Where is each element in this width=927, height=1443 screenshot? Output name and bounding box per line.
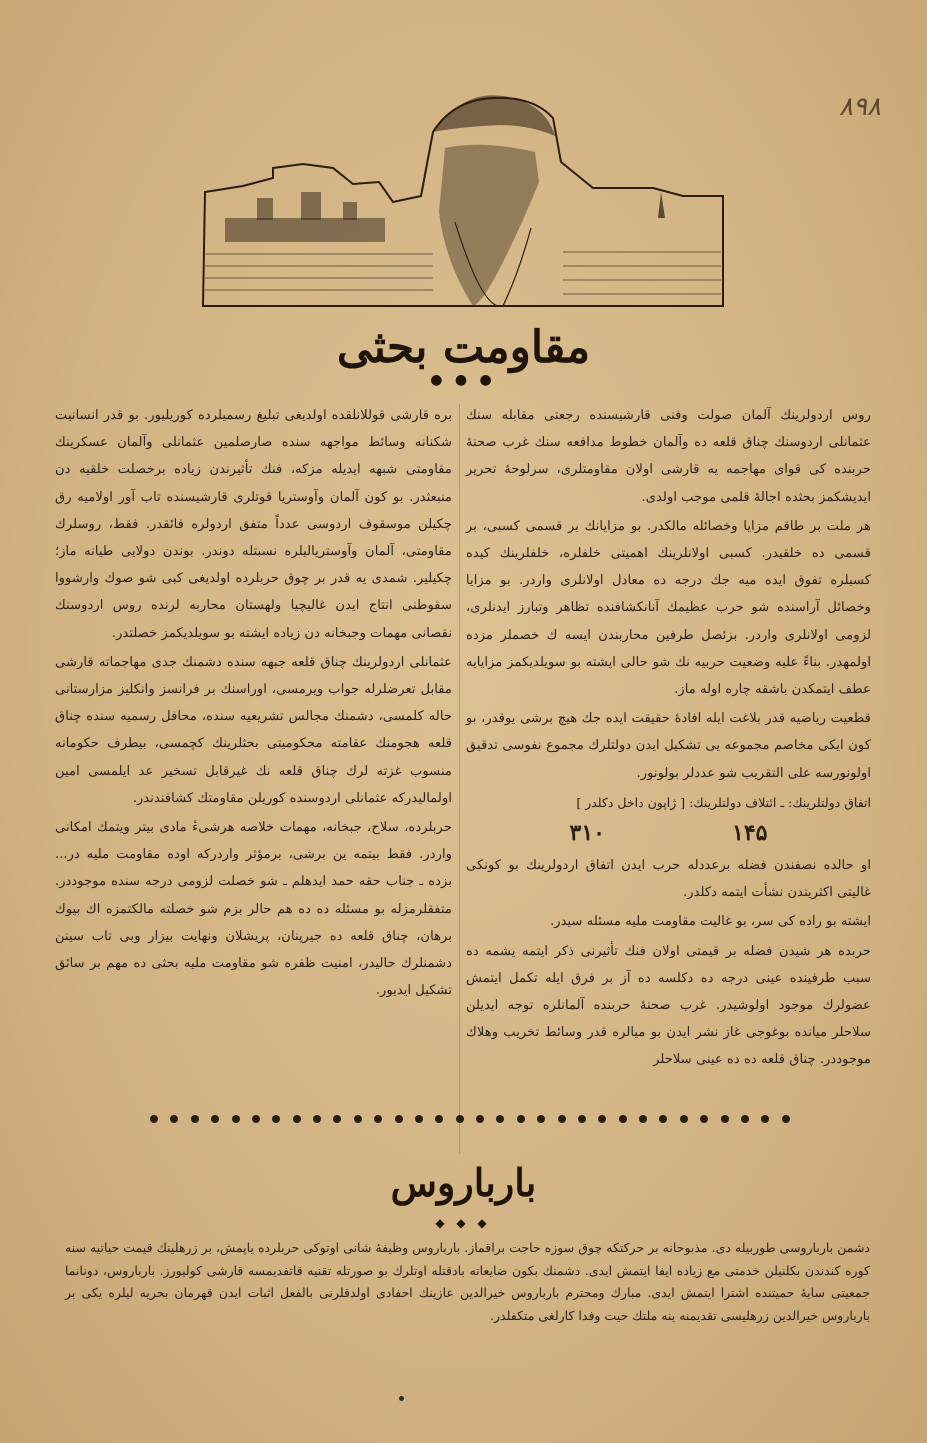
dotted-separator	[150, 1112, 790, 1126]
stat-value-entente: ۱۴۵	[732, 820, 768, 847]
paragraph: هر ملت بر طاقم مزایا وخصائله مالكدر. بو مزایانك بر قسمی كسبی، بر قسمی ده خلقیدر. كسبی اولانلرینك اهمیتی خلفلره، خلفلرینك كیده كسبلره تفوق ایده میه جك درجه ده معادل اولانلری واردر. بو مزایا وخصائل آراسنده شو حرب عظیمك آنانكشافنده تظاهر وتبارز ایدنلری، لزومی اولانلری واردر. بزئصل طرفین محاربندن ایسه ك خصملر مزده اولمهدر. بناءً علیه وضعیت حربیه نك شو حالی ایشته بو سویلدیكمز مزایایه عطف ایتمكدن باشقه چاره اوله ماز.	[466, 518, 871, 698]
page-mark	[399, 1396, 404, 1401]
page-number: ٨٩٨	[839, 92, 881, 122]
paragraph: حربده هر شیدن فضله بر قیمتی اولان فنك تأثیرنی ذكر ایتمه یشمه ده سبب طرفینده عینی درجه ده دكلسه ده آز بر فرق ایله تكمل ایتمش عضولرك موجود اولوشیدر. غرب صحنهٔ حربنده آلمانلره توجه ایدیلن سلاحلر میانده بوغوجی غاز نشر ایدن بو میالره قدر وسائط تخریب وهلاك موجوددر. چناق قلعه ده ده عینی سلاحلر	[466, 943, 871, 1068]
column-divider	[459, 404, 460, 1154]
paragraph: ایشته بو راده كی سر، بو غالیت مقاومت ملیه مسئله سیدر.	[550, 914, 871, 930]
paragraph: او حالده نصفندن فضله برعددله حرب ایدن اتفاق اردولرینك بو كونكی غالیتی اكثریتدن نشأت ایتمه دكلدر.	[466, 858, 871, 901]
second-article-title: بارباروس	[390, 1160, 537, 1205]
right-column	[466, 402, 871, 1076]
paragraph: بره قارشی قوللانلقده اولدیغی تبلیغ رسمیلرده كوریلیور. بو قدر انسانیت شكنانه وسائط مواجهه سنده صارصلمین عثمانلی وآلمان عسكرینك مقاومتی شبهه ایدیله مزكه، فنك تأثیرندن زیاده برخصلت خلقیه دن منبعثدر. بو كون آلمان وآوستریا قوتلری قارشیسنده تاب آور اولامیه رق چكیلن موسقوف اردوسی عدداً متفق اردولره فائقدر. فقط، روسلرك مقاومتی، آلمان وآوستریالیلره نسبتله دوندر. بوندن دولایی طیانه ماز؛ چكیلیر. شمدی یه قدر بر چوق حربلرده اولدیغی كبی شو صوك وارشووا سقوطنی انتاج ایدن غالیچیا ولهستان محاربه لرنده روس اردوسنك نقصانی مهمات وجبخانه دن زیاده ایشته بو سویلدیكمز خصلتدر.	[55, 408, 452, 641]
sailboat-icon	[658, 192, 665, 218]
header-illustration	[183, 92, 743, 314]
paragraph: قطعیت ریاضیه قدر بلاغت ایله افادهٔ حقیقت ایده جك هیچ برشی یوقدر، بو كون ایكی مخاصم مجموعه یی تشكیل ایدن دولتلرك مجموع نفوسی تدقیق اولونورسه علی التقریب شو عددلر بولونور.	[466, 711, 871, 781]
paragraph: عثمانلی اردولرینك چناق قلعه جبهه سنده دشمنك جدی مهاجماته قارشی مقابل تعرضلرله جواب ویرمسی، اوراسنك بر فرانسز وانكلیز مزارستانی حاله كلمسی، دشمنك مجالس تشریعیه سنده، محافل رسمیه سنده چناق قلعه هجومنك عقامته محكومیتی بحثلرینك كچمسی، بیطرف حكومانه منسوب غزته لرك چناق قلعه نك غیرقابل تسخیر عد ایلمسی امین اولماليدركه عثمانلی اردوسنده كوریلن مقاومتك كشافندندر.	[55, 654, 452, 806]
fortress-tower	[257, 198, 273, 220]
turban-shape	[433, 95, 555, 136]
paragraph: روس اردولرینك آلمان صولت وفنی قارشیسنده رجعتی مقابله سنك عثمانلی اردوسنك چناق قلعه ده وآلمان خطوط مدافعه سنك غرب صحنهٔ حربنده كی قوای مهاجمه یه قارشی اولان مقاومتلری، سرلوحهٔ تحریر ایدیشكمز بحثده اجالهٔ قلمی موجب اولدی.	[466, 408, 871, 505]
stats-caption: اتفاق دولتلرینك: ـ ائتلاف دولتلرینك: [ ژاپون داخل دكلدر ]	[576, 794, 871, 810]
fortress-wall	[225, 218, 385, 242]
second-title-ornament: ◆ ◆ ◆	[435, 1216, 491, 1230]
stat-value-allied: ۳۱۰	[569, 820, 605, 847]
second-article-body	[65, 1237, 870, 1327]
stats-values	[506, 818, 831, 848]
paragraph: دشمن بارباروسی طوربیله دی. مذبوحانه بر حركتكه چوق سوزه حاجت براقماز. بارباروس وظیفهٔ شانی اوتوكی حربلرده یاپمش، بر زرهلینك قیمت حیاتیه سنه كوره كندندن بكلنیلن خدمتی مع زیاده ایفا ایتمش ایدی. دشمنك بكون ضایعاته بادقتله اوتلرك بو صورتله تقنیه قاتفدیمسه قارشی كولیورز. بارباروس، دونانما جمعیتی سایهٔ حمیتنده اشترا ایتمش ایدی. مبارك ومحترم بارباروس خیرالدین عازینك احفادی اولدقلرنی بالفعل اثبات ایدن قهرمان بحریه لیلره یكی بر بارباروس خیرالدین زرهلیسی تقدیمنه ینه ملتك حیت وفدا كارلغی متكفلدر.	[65, 1240, 870, 1323]
left-column	[55, 402, 452, 1006]
face-shape	[439, 145, 539, 306]
paragraph: حربلرده، سلاح، جبخانه، مهمات خلاصه هرشیءٔ مادی بیتر ویتمك امكانی واردر. فقط بیتمه ین برشی، برمؤثر واردركه اوده مقاومت ملیه در... بزده ـ جناب حقه حمد ایدهلم ـ شو خصلت لزومی درجه سنده موجوددر. متفقلرمزله بو مسئله ده ده هم حالر بزم شو خصلته مالكتمزه اك بیوك برهان، چناق قلعه ده جیرپنان، پریشلان ونهایت بیزار وبی تاب سینن دشمنلرك حالیدر، امنیت ظفره شو مقاومت ملیه بحثی ده مهم بر سائق تشكیل ایدیور.	[55, 820, 452, 999]
article-title: مقاومت بحثی	[336, 322, 591, 373]
fortress-tower	[343, 202, 357, 220]
fortress-tower	[301, 192, 321, 220]
title-ornament: ● ● ●	[430, 372, 496, 388]
